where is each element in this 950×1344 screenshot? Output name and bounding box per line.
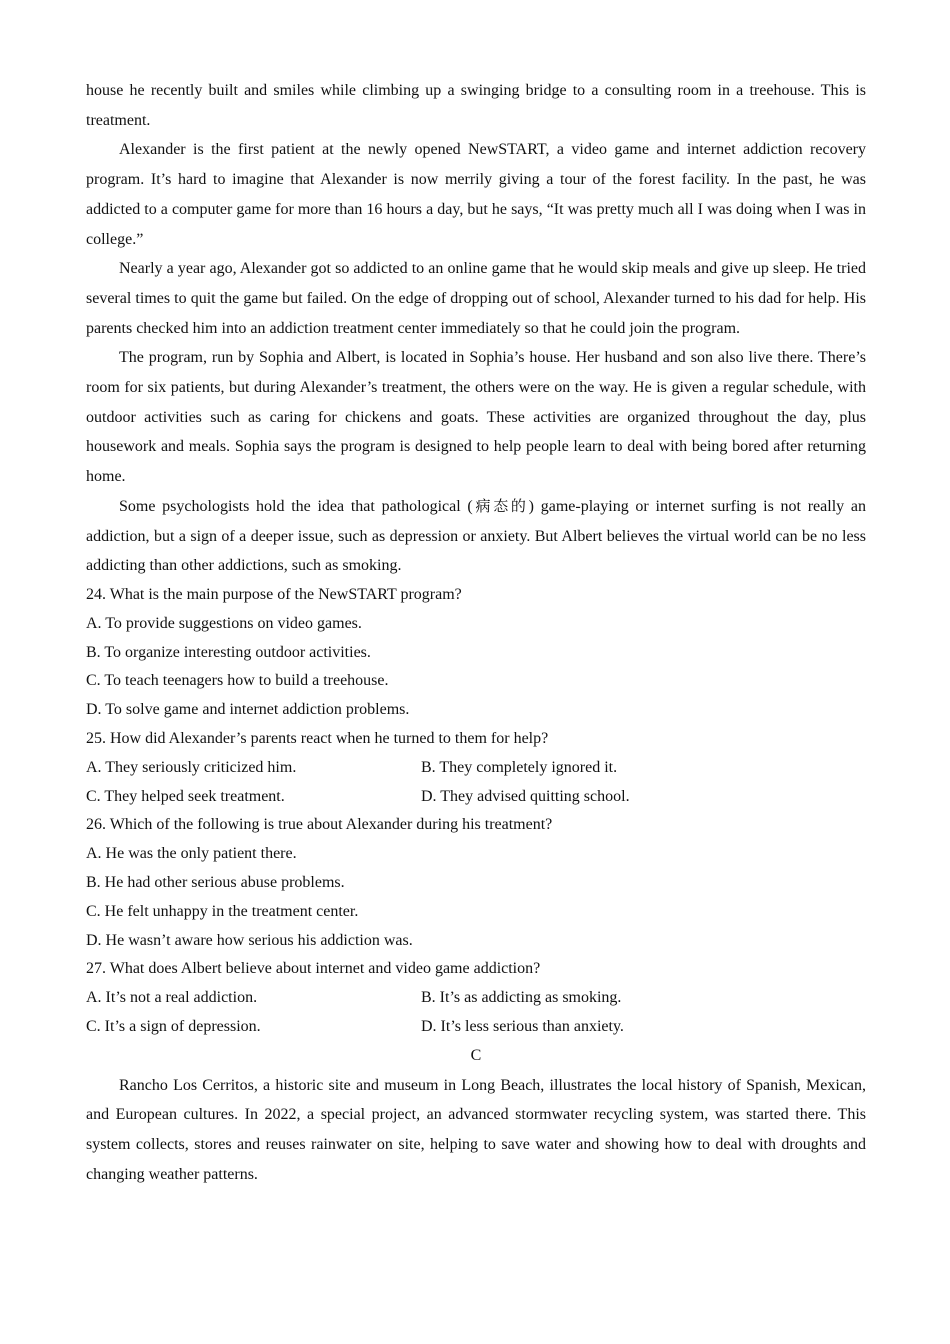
question-24-option-b: B. To organize interesting outdoor activities. [86,643,371,661]
question-25-stem: 25. How did Alexander’s parents react when he turned to them for help? [86,729,549,747]
question-25-options-row-2 [86,783,866,812]
question-25-options-row-1 [86,754,866,783]
question-25-option-b: B. They completely ignored it. [421,758,618,776]
question-26-option-a: A. He was the only patient there. [86,845,297,863]
question-27-option-d: D. It’s less serious than anxiety. [421,1017,624,1035]
section-letter-c: C [470,1046,482,1064]
passage-b-paragraph-3: Nearly a year ago, Alexander got so addicted to an online game that he would skip meals and give up sleep. He tried several times to quit the game but failed. On the edge of dropping out of school, Alexander turned to his dad for help. His parents checked him into an addiction treatment center immediately so that he could join the program. [86,260,866,337]
question-26-option-b: B. He had other serious abuse problems. [86,873,345,891]
question-25-option-a: A. They seriously criticized him. [86,758,297,776]
paragraph-5-text-start: Some psychologists hold the idea that pathological ( [119,497,473,515]
question-27-options-row-1 [86,984,866,1013]
question-24-option-d: D. To solve game and internet addiction problems. [86,701,410,719]
question-26-option-d: D. He wasn’t aware how serious his addiction was. [86,931,413,949]
paragraph-5-text-end: ) game-playing or internet surfing is not really an addiction, but a sign of a deeper issue, such as depression or anxiety. But Albert believes the virtual world can be no less addicting than other addictions, such as smoking. [86,497,866,575]
question-26-stem: 26. Which of the following is true about Alexander during his treatment? [86,816,553,834]
question-27-options-row-2 [86,1013,866,1042]
passage-b-paragraph-1: house he recently built and smiles while climbing up a swinging bridge to a consulting room in a treehouse. This is treatment. [86,82,866,129]
passage-b-paragraph-4: The program, run by Sophia and Albert, is located in Sophia’s house. Her husband and son also live there. There’s room for six patients, but during Alexander’s treatment, the others were on the way. He is given a regular schedule, with outdoor activities such as caring for chickens and goats. These activities are organized throughout the day, plus housework and meals. Sophia says the program is designed to help people learn to deal with being bored after returning home. [86,349,866,486]
question-24-option-a: A. To provide suggestions on video games. [86,614,362,632]
question-26-option-c: C. He felt unhappy in the treatment center. [86,902,359,920]
question-27-option-c: C. It’s a sign of depression. [86,1017,261,1035]
question-25-option-c: C. They helped seek treatment. [86,787,285,805]
exam-page [86,76,866,1189]
question-24-stem: 24. What is the main purpose of the NewSTART program? [86,585,462,603]
question-27-stem: 27. What does Albert believe about internet and video game addiction? [86,960,541,978]
chinese-gloss: 病态的 [472,496,529,515]
question-27-option-a: A. It’s not a real addiction. [86,989,258,1007]
question-24-option-c: C. To teach teenagers how to build a treehouse. [86,672,389,690]
passage-b-paragraph-5 [86,492,866,581]
passage-c-paragraph-1: Rancho Los Cerritos, a historic site and museum in Long Beach, illustrates the local history of Spanish, Mexican, and European cultures. In 2022, a special project, an advanced stormwater recycling system, was started there. This system collects, stores and reuses rainwater on site, helping to save water and showing how to deal with droughts and changing weather patterns. [86,1076,866,1183]
question-27-option-b: B. It’s as addicting as smoking. [421,989,622,1007]
passage-b-paragraph-2: Alexander is the first patient at the newly opened NewSTART, a video game and internet addiction recovery program. It’s hard to imagine that Alexander is now merrily giving a tour of the forest facility. In the past, he was addicted to a computer game for more than 16 hours a day, but he says, “It was pretty much all I was doing when I was in college.” [86,141,866,248]
question-25-option-d: D. They advised quitting school. [421,787,630,805]
